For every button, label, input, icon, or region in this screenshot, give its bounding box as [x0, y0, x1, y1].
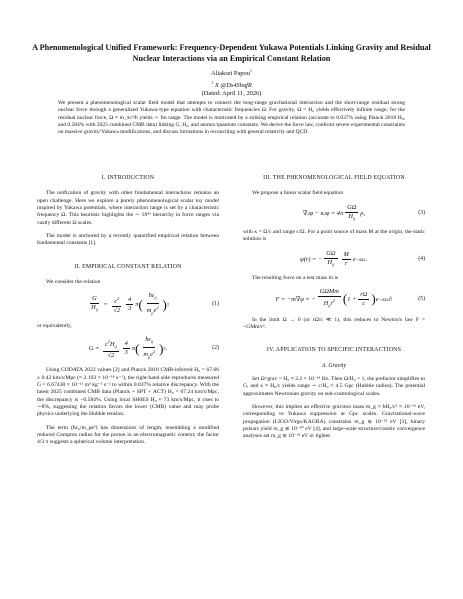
author-name: Aliaksei Papou — [211, 70, 250, 78]
term-paragraph: The term (ħε₀/m_pe²) has dimensions of length, resembling a modified reduced Compton radius for the proton in an electromagnetic context; the factor 4/3 π suggests a spherical volume interpretation. — [37, 424, 219, 446]
limit-paragraph: In the limit Ω → 0 (or rΩ/c ≪ 1), this reduces to Newton's law F = −GMm/r². — [243, 316, 425, 331]
equation-4-number: (4) — [418, 255, 425, 262]
equation-5-number: (5) — [418, 295, 425, 302]
intro-paragraph-2: The model is anchored by a recently quantified empirical relation between fundamental constants [1]. — [37, 233, 219, 247]
equation-3-number: (3) — [418, 209, 425, 216]
propose-paragraph: We propose a linear scalar field equation — [252, 190, 344, 197]
equation-3: ∇ 2 φ − κ 2 φ = 4π $\frac{G\Omega}{H_0}$ ρ, (3) — [302, 203, 425, 221]
codata-paragraph: Using CODATA 2022 values [2] and Planck 2018 CMB-inferred H₀ = 67.66 ± 0.42 km/s/Mpc (≈ 2.193 × 10⁻¹⁸ s⁻¹), the right-hand side reproduces measured G = 6.67430 × 10⁻¹¹ m³ kg⁻¹ s⁻² to within 0.037% relative discrepancy. With the latest 2025 combined CMB data (Planck + SPT + ACT) H₀ = 67.24 km/s/Mpc, the discrepancy is −0.584%. Using local SH0ES H₀ ≈ 73 km/s/Mpc, it rises to ∼8%, suggesting the relation favors the lower (CMB) value and may probe physics underlying the Hubble tension. — [37, 367, 219, 418]
section-heading-field-equation: III. THE PHENOMENOLOGICAL FIELD EQUATION — [263, 175, 405, 181]
abstract: We present a phenomenological scalar field model that attempts to connect the long-range gravitational interaction and the short-range residual strong nuclear force through a generalized Yukawa-type equation with characteristic frequencies Ω. For gravity, Ω = H₀ yields effectively infinite range; for the residual nuclear force, Ω ≈ m_πc²/ħ yields ∼ fm range. The model is motivated by a striking empirical relation (accurate to 0.037% using Planck 2018 H₀, and 0.584% with 2025 combined CMB data) linking G, H₀, and atomic/quantum constants. We derive the force law, confront severe experimental constraints on massive gravity/Yukawa modifications, and discuss limitations in reconciling with general relativity and QCD. — [58, 100, 405, 136]
subsection-gravity: A. Gravity — [321, 362, 347, 369]
affiliation: X @Ds4SbqfR — [214, 81, 252, 89]
or-equivalently: or equivalently, — [37, 323, 72, 330]
with-paragraph: with κ = Ω/c and range c/Ω. For a point source of mass M at the origin, the static solution is — [243, 228, 425, 243]
relation-intro: We consider the relation — [46, 279, 101, 286]
intro-paragraph-1: The unification of gravity with other fundamental interactions remains an open challenge. Here we explore a purely phenomenological scalar toy model inspired by Yukawa potentials, where interaction range is set by a characteristic frequency Ω. This heuristic highlights the ∼ 10⁴² hierarchy in force ranges via vastly different Ω scales. — [37, 190, 219, 226]
gravity-paragraph-2: However, this implies an effective graviton mass m_g ≈ ħH₀/c² ≈ 10⁻³³ eV, corresponding to Yukawa suppression at Gpc scales. Gravitational-wave propagation (LIGO/Virgo/KAGRA) constrains m_g ≲ 10⁻²³ eV [3], binary pulsars yield m_g ≲ 10⁻²⁰ eV [4], and large-scale structure/cosmic convergence analyses set m_g ≲ 10⁻³² eV or tighter. — [243, 404, 425, 440]
affiliation-sup: 1 — [211, 79, 214, 85]
author-sup: 1 — [249, 68, 252, 73]
paper-title: A Phenomenological Unified Framework: Frequency-Dependent Yukawa Potentials Linking Gravity and Residual Nuclear Interactions via an Empirical Constant Relation — [32, 43, 431, 63]
force-intro: The resulting force on a test mass m is — [252, 274, 339, 281]
section-heading-introduction: I. INTRODUCTION — [101, 175, 155, 181]
section-heading-empirical: II. EMPIRICAL CONSTANT RELATION — [74, 263, 182, 270]
equation-2: G = $\frac{c^2H_0}{√2}$ $\frac{4}{3}$ π ( $\frac{ħ\varepsilon_0}{m_pe^2}$ ) 3 . (2) — [88, 336, 219, 360]
equation-4: φ(r) = − $\frac{G\Omega}{H_0}$ $\frac{M}{r}$ e −rΩ/c . (4) — [300, 249, 425, 267]
equation-1-number: (1) — [212, 301, 219, 308]
section-heading-applications: IV. APPLICATION TO SPECIFIC INTERACTIONS — [266, 347, 402, 354]
author-block — [0, 67, 463, 99]
left-column — [37, 175, 219, 453]
equation-5: F = −m∇φ = − $\frac{\text{GΩMm}}{H_0r^2}$ ( 1 + $\frac{r\Omega}{c}$ ) e −rΩ/c r̂. (5) — [275, 288, 425, 309]
gravity-paragraph-1: Set Ω^grav = H₀ ≈ 2.2 × 10⁻¹⁸ Hz. Then Ω/H₀ = 1, the prefactor simplifies to G, and κ ≈ H₀/c yields range ∼ c/H₀ ≈ 4.5 Gpc (Hubble radius). The potential approximates Newtonian gravity on sub-cosmological scales. — [243, 376, 425, 397]
equation-1: $\frac{G}{H_0}$ = $\frac{c^2}{√2}$ $\frac{4}{3}$ π ( $\frac{ħ\varepsilon_0}{m_pe^2}$ ) 3 (1) — [91, 292, 219, 316]
right-column — [243, 175, 425, 447]
dated: (Dated: April 11, 2026) — [201, 90, 262, 98]
equation-2-number: (2) — [212, 345, 219, 352]
